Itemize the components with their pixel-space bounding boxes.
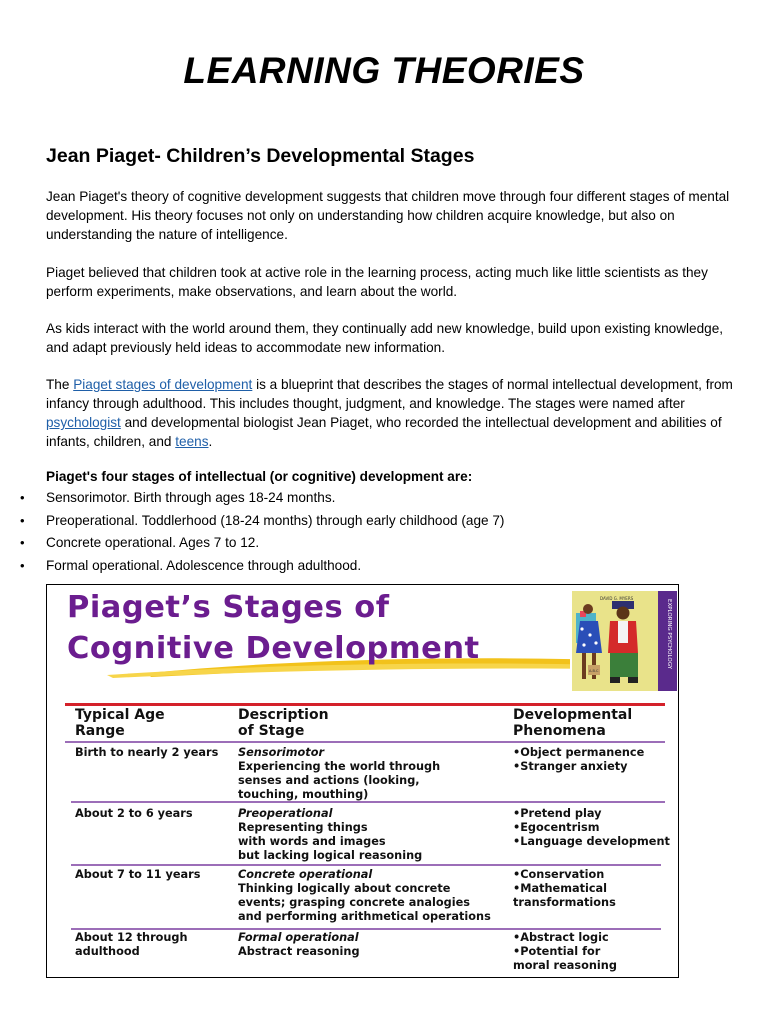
table-cell-age xyxy=(75,807,193,821)
table-cell-phenomena xyxy=(513,746,644,774)
cell-line: •Object permanence xyxy=(513,746,645,759)
cell-line: Birth to nearly 2 years xyxy=(75,746,219,759)
table-cell-phenomena xyxy=(513,807,670,849)
cell-line: touching, mouthing) xyxy=(238,788,369,801)
list-item xyxy=(0,556,504,579)
paragraph-3: As kids interact with the world around them, they continually add new knowledge, build upon existing knowledge, and adapt previously held ideas to accommodate new information. xyxy=(46,321,724,355)
cell-line: •Egocentrism xyxy=(513,821,600,834)
column-header-line: Developmental xyxy=(513,707,633,723)
stage-name: Formal operational xyxy=(238,931,359,944)
stages-list xyxy=(0,488,504,578)
paragraph-4-text: is a blueprint that describes the stages of normal intellectual development, from infancy through adulthood. This includes thought, judgment, and knowledge. The stages were named after xyxy=(46,377,733,411)
stages-list-heading: Piaget's four stages of intellectual (or cognitive) development are: xyxy=(46,469,473,484)
table-cell-phenomena xyxy=(513,931,617,973)
paragraph-4-text: The xyxy=(46,377,74,392)
column-header-age xyxy=(75,707,165,739)
page-title: LEARNING THEORIES xyxy=(183,50,585,91)
link-psychologist[interactable]: psychologist xyxy=(46,415,121,430)
red-rule xyxy=(65,703,665,706)
cell-line: •Pretend play xyxy=(513,807,602,820)
paragraph-1: Jean Piaget's theory of cognitive development suggests that children move through four different stages of mental development. His theory focuses not only on understanding how children acquire knowledge, but also on understanding the nature of intelligence. xyxy=(46,189,730,242)
figure-title-line-2: Cognitive Development xyxy=(67,631,480,666)
cell-line: •Abstract logic xyxy=(513,931,609,944)
figure-title-line-1: Piaget’s Stages of xyxy=(67,590,390,625)
link-piaget-stages[interactable]: Piaget stages of development xyxy=(73,377,253,392)
paragraph-4 xyxy=(46,375,736,451)
cell-line: moral reasoning xyxy=(513,959,617,972)
table-cell-description xyxy=(238,931,360,959)
cell-line: •Language development xyxy=(513,835,670,848)
paragraph-4-text: . xyxy=(208,434,213,449)
stage-name: Preoperational xyxy=(238,807,333,820)
bullet-icon: • xyxy=(20,490,25,505)
list-item-text: Preoperational. Toddlerhood (18-24 months) through early childhood (age 7) xyxy=(46,512,505,528)
cell-line: Thinking logically about concrete xyxy=(238,882,451,895)
paragraph-4-text: and developmental biologist Jean Piaget, who recorded the intellectual development and abilities of infants, children, and xyxy=(46,415,722,449)
stage-name: Concrete operational xyxy=(238,868,373,881)
cell-line: •Potential for xyxy=(513,945,601,958)
cell-line: •Mathematical xyxy=(513,882,608,895)
paragraph-2: Piaget believed that children took at active role in the learning process, acting much like little scientists as they perform experiments, make observations, and learn about the world. xyxy=(46,265,708,299)
link-teens[interactable]: teens xyxy=(175,434,209,449)
table-cell-age xyxy=(75,746,218,760)
cell-line: events; grasping concrete analogies xyxy=(238,896,471,909)
cell-line: About 7 to 11 years xyxy=(75,868,201,881)
cell-line: but lacking logical reasoning xyxy=(238,849,423,862)
column-header-line: of Stage xyxy=(238,723,305,739)
list-item xyxy=(0,533,504,556)
stage-name: Sensorimotor xyxy=(238,746,325,759)
column-header-phenomena xyxy=(513,707,632,739)
table-cell-phenomena xyxy=(513,868,616,910)
bullet-icon: • xyxy=(20,512,25,528)
bullet-icon: • xyxy=(20,535,25,551)
table-cell-age xyxy=(75,931,188,959)
stages-figure xyxy=(46,584,679,978)
table-cell-description xyxy=(238,807,422,863)
list-item-text: Sensorimotor. Birth through ages 18-24 months. xyxy=(46,490,336,505)
cell-line: senses and actions (looking, xyxy=(238,774,420,787)
cell-line: About 2 to 6 years xyxy=(75,807,193,820)
cell-line: with words and images xyxy=(238,835,386,848)
cell-line: •Conservation xyxy=(513,868,605,881)
table-cell-description xyxy=(238,746,440,802)
book-author: DAVID G. MYERS xyxy=(600,596,634,601)
book-box-label: A.B.C xyxy=(589,669,599,673)
cell-line: adulthood xyxy=(75,945,140,958)
column-header-line: Description xyxy=(238,707,329,723)
list-item xyxy=(0,488,504,511)
book-spine-title: EXPLORING PSYCHOLOGY xyxy=(666,599,672,670)
bullet-icon: • xyxy=(20,557,25,573)
cell-line: Abstract reasoning xyxy=(238,945,360,958)
cell-line: Representing things xyxy=(238,821,368,834)
column-header-line: Typical Age xyxy=(75,707,165,723)
section-heading: Jean Piaget- Children’s Developmental Stages xyxy=(46,145,475,167)
cell-line: transformations xyxy=(513,896,616,909)
column-header-line: Phenomena xyxy=(513,723,606,739)
cell-line: and performing arithmetical operations xyxy=(238,910,491,923)
cell-line: Experiencing the world through xyxy=(238,760,441,773)
cell-line: •Stranger anxiety xyxy=(513,760,628,773)
list-item xyxy=(0,511,504,534)
cell-line: About 12 through xyxy=(75,931,188,944)
table-cell-description xyxy=(238,868,491,924)
column-header-line: Range xyxy=(75,723,125,739)
list-item-text: Formal operational. Adolescence through adulthood. xyxy=(46,557,362,573)
list-item-text: Concrete operational. Ages 7 to 12. xyxy=(46,535,260,551)
column-header-description xyxy=(238,707,329,739)
table-cell-age xyxy=(75,868,200,882)
